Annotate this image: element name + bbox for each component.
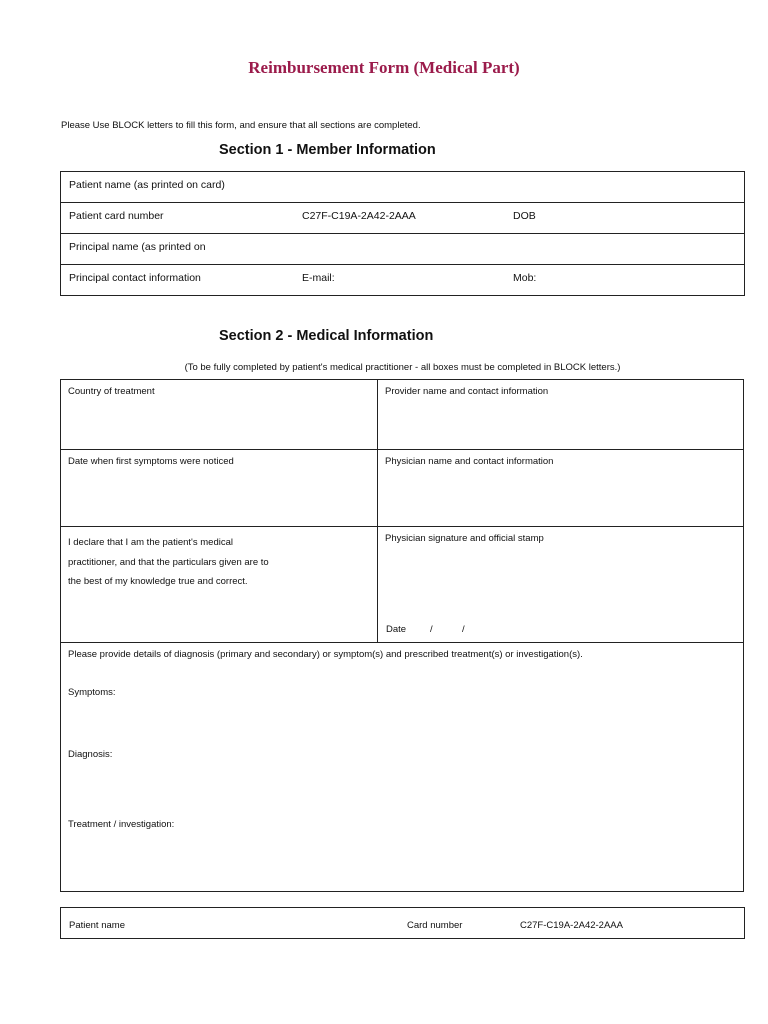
- declaration-line: the best of my knowledge true and correct.: [68, 576, 248, 587]
- patient-card-label: Patient card number: [69, 210, 164, 222]
- diagnosis-label: Diagnosis:: [68, 749, 113, 760]
- patient-card-field[interactable]: [61, 203, 745, 234]
- declaration-line: practitioner, and that the particulars given are to: [68, 556, 269, 568]
- declaration-cell: [61, 527, 378, 643]
- physician-contact-label: Physician name and contact information: [385, 456, 554, 467]
- footer-patient-name-label: Patient name: [69, 920, 125, 931]
- diagnosis-details-field[interactable]: [61, 643, 744, 892]
- principal-contact-field[interactable]: [61, 265, 745, 296]
- section1-heading: Section 1 - Member Information: [219, 142, 436, 158]
- physician-contact-field[interactable]: [378, 450, 744, 527]
- dob-label: DOB: [513, 210, 536, 222]
- principal-name-label: Principal name (as printed on: [69, 241, 206, 253]
- member-information-table: [60, 171, 745, 296]
- physician-signature-field[interactable]: [378, 527, 744, 643]
- footer-card-number-value: C27F-C19A-2A42-2AAA: [520, 920, 623, 931]
- medical-information-table: [60, 379, 744, 892]
- section2-note: (To be fully completed by patient's medical practitioner - all boxes must be completed in BLOCK letters.): [184, 362, 621, 373]
- patient-name-label: Patient name (as printed on card): [69, 179, 225, 191]
- email-label: E-mail:: [302, 272, 335, 284]
- provider-contact-field[interactable]: [378, 380, 744, 450]
- physician-signature-label: Physician signature and official stamp: [385, 533, 544, 544]
- mob-label: Mob:: [513, 272, 537, 284]
- country-of-treatment-field[interactable]: [61, 380, 378, 450]
- diagnosis-details-prompt: Please provide details of diagnosis (primary and secondary) or symptom(s) and prescribed treatment(s) or investigation(s).: [68, 649, 583, 660]
- patient-name-row: [61, 172, 745, 203]
- patient-card-value: C27F-C19A-2A42-2AAA: [302, 210, 416, 222]
- symptoms-label: Symptoms:: [68, 687, 116, 698]
- patient-card-row: [61, 203, 745, 234]
- declaration-line: I declare that I am the patient's medical: [68, 537, 233, 548]
- patient-name-field[interactable]: [61, 172, 745, 203]
- date-separator: /: [462, 624, 465, 635]
- footer-field[interactable]: [61, 908, 745, 939]
- form-instructions: Please Use BLOCK letters to fill this form, and ensure that all sections are completed.: [61, 120, 421, 131]
- first-symptoms-date-label: Date when first symptoms were noticed: [68, 456, 234, 467]
- section2-heading: Section 2 - Medical Information: [219, 328, 434, 344]
- principal-name-row: [61, 234, 745, 265]
- principal-name-field[interactable]: [61, 234, 745, 265]
- form-title: Reimbursement Form (Medical Part): [248, 58, 520, 77]
- principal-contact-row: [61, 265, 745, 296]
- signature-date-label: Date: [386, 624, 407, 635]
- provider-contact-label: Provider name and contact information: [385, 386, 549, 397]
- footer-table: [60, 907, 745, 939]
- date-separator: /: [430, 624, 433, 635]
- footer-card-number-label: Card number: [407, 920, 463, 931]
- treatment-label: Treatment / investigation:: [68, 819, 175, 830]
- first-symptoms-date-field[interactable]: [61, 450, 378, 527]
- principal-contact-label: Principal contact information: [69, 272, 201, 284]
- country-of-treatment-label: Country of treatment: [68, 386, 155, 397]
